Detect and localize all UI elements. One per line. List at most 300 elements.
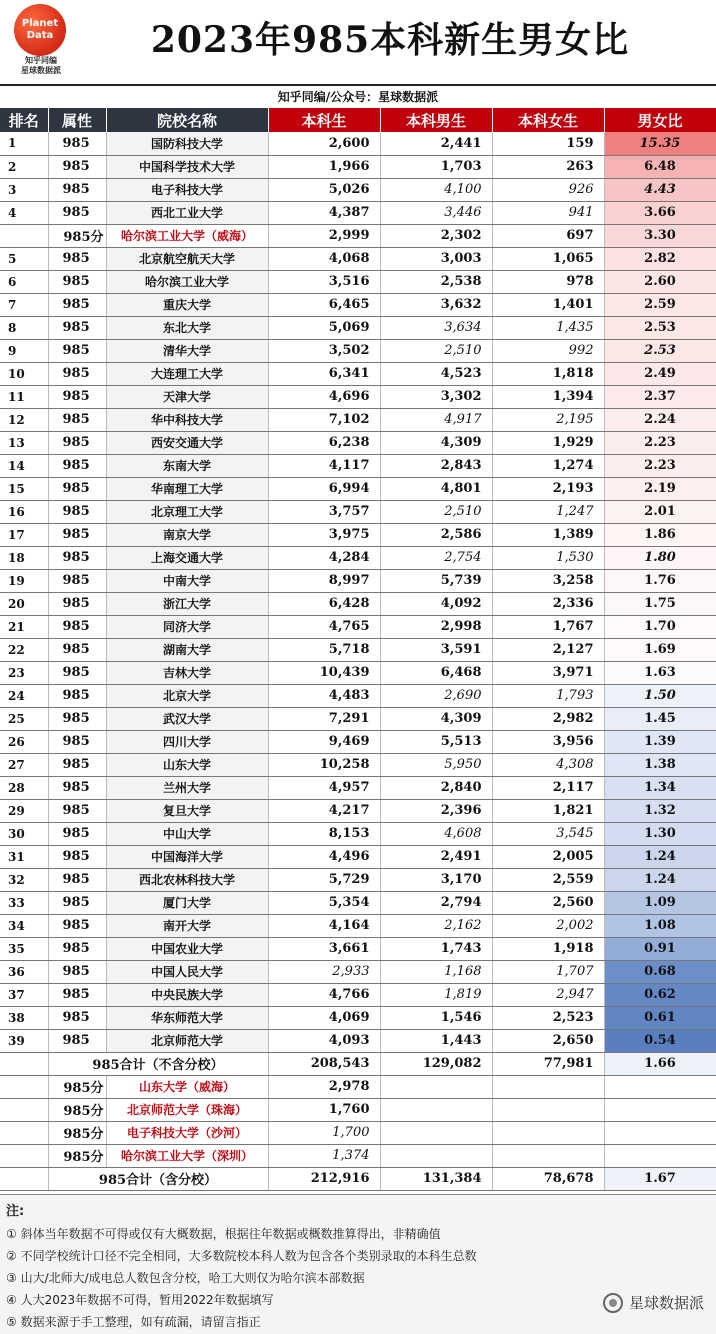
school-name-cell: 湖南大学 xyxy=(106,638,268,661)
ratio-cell: 2.60 xyxy=(604,270,716,293)
school-name-cell: 西北农林科技大学 xyxy=(106,868,268,891)
total-label: 985合计（不含分校） xyxy=(48,1052,268,1075)
female-cell: 1,821 xyxy=(492,799,604,822)
table-row xyxy=(0,454,716,477)
female-cell: 3,971 xyxy=(492,661,604,684)
school-name-cell: 天津大学 xyxy=(106,385,268,408)
table-header-row xyxy=(0,108,716,132)
male-cell: 1,443 xyxy=(380,1029,492,1052)
female-cell: 2,559 xyxy=(492,868,604,891)
school-name-cell: 北京航空航天大学 xyxy=(106,247,268,270)
attr-cell: 985 xyxy=(48,132,106,155)
school-name-cell: 复旦大学 xyxy=(106,799,268,822)
school-name-cell: 大连理工大学 xyxy=(106,362,268,385)
total-cell: 2,999 xyxy=(268,224,380,247)
female-cell: 1,065 xyxy=(492,247,604,270)
school-name-cell: 北京理工大学 xyxy=(106,500,268,523)
total-total-cell: 208,543 xyxy=(268,1052,380,1075)
rank-cell: 6 xyxy=(0,270,48,293)
ratio-cell: 1.50 xyxy=(604,684,716,707)
ratio-cell: 2.59 xyxy=(604,293,716,316)
attr-cell: 985 xyxy=(48,615,106,638)
table-row xyxy=(0,293,716,316)
rank-cell: 8 xyxy=(0,316,48,339)
female-cell: 3,258 xyxy=(492,569,604,592)
col-header-male: 本科男生 xyxy=(380,108,492,132)
female-cell: 2,523 xyxy=(492,1006,604,1029)
ratio-cell: 1.75 xyxy=(604,592,716,615)
school-name-cell: 中山大学 xyxy=(106,822,268,845)
school-name-cell: 同济大学 xyxy=(106,615,268,638)
male-cell: 3,003 xyxy=(380,247,492,270)
branch-row xyxy=(0,1075,716,1098)
female-cell: 1,818 xyxy=(492,362,604,385)
total-male-cell: 129,082 xyxy=(380,1052,492,1075)
female-cell: 1,247 xyxy=(492,500,604,523)
table-row xyxy=(0,546,716,569)
school-name-cell: 山东大学 xyxy=(106,753,268,776)
ratio-cell: 2.53 xyxy=(604,339,716,362)
school-name-cell: 重庆大学 xyxy=(106,293,268,316)
table-row xyxy=(0,362,716,385)
ratio-cell: 1.34 xyxy=(604,776,716,799)
ratio-cell: 0.54 xyxy=(604,1029,716,1052)
rank-cell: 23 xyxy=(0,661,48,684)
total-cell: 4,496 xyxy=(268,845,380,868)
school-name-cell: 电子科技大学（沙河） xyxy=(106,1121,268,1144)
rank-cell: 19 xyxy=(0,569,48,592)
ratio-cell: 4.43 xyxy=(604,178,716,201)
attr-cell: 985 xyxy=(48,523,106,546)
female-cell: 697 xyxy=(492,224,604,247)
rank-cell xyxy=(0,224,48,247)
attr-cell: 985 xyxy=(48,592,106,615)
male-cell: 2,302 xyxy=(380,224,492,247)
male-cell: 2,754 xyxy=(380,546,492,569)
notes-section xyxy=(0,1194,716,1334)
school-name-cell: 哈尔滨工业大学（深圳） xyxy=(106,1144,268,1167)
school-name-cell: 国防科技大学 xyxy=(106,132,268,155)
male-cell: 4,309 xyxy=(380,431,492,454)
female-cell: 1,929 xyxy=(492,431,604,454)
total-cell: 8,997 xyxy=(268,569,380,592)
ratio-cell: 1.76 xyxy=(604,569,716,592)
male-cell: 4,608 xyxy=(380,822,492,845)
col-header-attr: 属性 xyxy=(48,108,106,132)
attr-cell: 985 xyxy=(48,684,106,707)
female-cell: 1,394 xyxy=(492,385,604,408)
female-cell: 159 xyxy=(492,132,604,155)
total-cell: 4,483 xyxy=(268,684,380,707)
ratio-cell: 1.24 xyxy=(604,868,716,891)
female-cell xyxy=(492,1121,604,1144)
attr-cell: 985 xyxy=(48,960,106,983)
attr-cell: 985 xyxy=(48,247,106,270)
school-name-cell: 西安交通大学 xyxy=(106,431,268,454)
total-row xyxy=(0,1052,716,1075)
table-row xyxy=(0,638,716,661)
ratio-cell: 1.80 xyxy=(604,546,716,569)
table-row xyxy=(0,868,716,891)
ratio-cell: 1.08 xyxy=(604,914,716,937)
male-cell: 1,743 xyxy=(380,937,492,960)
logo-sub2: 星球数据派 xyxy=(21,66,61,75)
ratio-cell: 1.38 xyxy=(604,753,716,776)
ratio-cell: 1.30 xyxy=(604,822,716,845)
attr-cell: 985 xyxy=(48,569,106,592)
female-cell: 1,435 xyxy=(492,316,604,339)
female-cell: 992 xyxy=(492,339,604,362)
total-cell: 3,757 xyxy=(268,500,380,523)
school-name-cell: 清华大学 xyxy=(106,339,268,362)
male-cell: 5,950 xyxy=(380,753,492,776)
rank-cell: 21 xyxy=(0,615,48,638)
male-cell: 2,840 xyxy=(380,776,492,799)
rank-cell: 14 xyxy=(0,454,48,477)
watermark-text: 星球数据派 xyxy=(628,1294,704,1312)
attr-cell: 985 xyxy=(48,730,106,753)
rank-cell: 5 xyxy=(0,247,48,270)
male-cell: 2,396 xyxy=(380,799,492,822)
total-cell: 4,957 xyxy=(268,776,380,799)
attr-cell: 985 xyxy=(48,753,106,776)
total-cell: 7,291 xyxy=(268,707,380,730)
table-row xyxy=(0,1006,716,1029)
rank-cell: 32 xyxy=(0,868,48,891)
attr-cell: 985分 xyxy=(48,224,106,247)
ratio-cell: 1.45 xyxy=(604,707,716,730)
attr-cell: 985分 xyxy=(48,1121,106,1144)
school-name-cell: 北京师范大学（珠海） xyxy=(106,1098,268,1121)
table-row xyxy=(0,707,716,730)
total-cell: 3,975 xyxy=(268,523,380,546)
school-name-cell: 兰州大学 xyxy=(106,776,268,799)
ratio-table xyxy=(0,108,716,1191)
table-row xyxy=(0,569,716,592)
male-cell: 3,591 xyxy=(380,638,492,661)
ratio-cell: 3.66 xyxy=(604,201,716,224)
total-cell: 6,994 xyxy=(268,477,380,500)
ratio-cell: 1.69 xyxy=(604,638,716,661)
table-body xyxy=(0,132,716,1190)
rank-cell: 26 xyxy=(0,730,48,753)
female-cell: 3,545 xyxy=(492,822,604,845)
table-row xyxy=(0,339,716,362)
table-row xyxy=(0,845,716,868)
table-row xyxy=(0,684,716,707)
ratio-cell: 0.61 xyxy=(604,1006,716,1029)
col-header-total: 本科生 xyxy=(268,108,380,132)
attr-cell: 985 xyxy=(48,776,106,799)
rank-cell: 15 xyxy=(0,477,48,500)
attr-cell: 985 xyxy=(48,500,106,523)
female-cell: 1,274 xyxy=(492,454,604,477)
female-cell: 2,947 xyxy=(492,983,604,1006)
attr-cell: 985 xyxy=(48,454,106,477)
ratio-cell: 1.70 xyxy=(604,615,716,638)
ratio-cell: 1.63 xyxy=(604,661,716,684)
school-name-cell: 武汉大学 xyxy=(106,707,268,730)
rank-cell xyxy=(0,1121,48,1144)
male-cell: 5,739 xyxy=(380,569,492,592)
ratio-cell: 2.01 xyxy=(604,500,716,523)
attr-cell: 985 xyxy=(48,546,106,569)
school-name-cell: 浙江大学 xyxy=(106,592,268,615)
school-name-cell: 上海交通大学 xyxy=(106,546,268,569)
female-cell: 2,650 xyxy=(492,1029,604,1052)
female-cell: 2,117 xyxy=(492,776,604,799)
rank-cell: 25 xyxy=(0,707,48,730)
ratio-cell: 1.86 xyxy=(604,523,716,546)
wechat-icon xyxy=(603,1293,623,1313)
note-item: ④ 人大2023年数据不可得，暂用2022年数据填写 xyxy=(6,1293,274,1307)
table-row xyxy=(0,201,716,224)
total-cell: 6,341 xyxy=(268,362,380,385)
total-cell: 2,600 xyxy=(268,132,380,155)
table-row xyxy=(0,155,716,178)
table-row xyxy=(0,983,716,1006)
female-cell: 978 xyxy=(492,270,604,293)
ratio-cell xyxy=(604,1144,716,1167)
total-cell: 3,502 xyxy=(268,339,380,362)
male-cell: 2,586 xyxy=(380,523,492,546)
total-cell: 4,068 xyxy=(268,247,380,270)
ratio-cell: 2.23 xyxy=(604,454,716,477)
table-row xyxy=(0,477,716,500)
table-row xyxy=(0,891,716,914)
table-row xyxy=(0,408,716,431)
school-name-cell: 华中科技大学 xyxy=(106,408,268,431)
school-name-cell: 北京师范大学 xyxy=(106,1029,268,1052)
attr-cell: 985 xyxy=(48,155,106,178)
note-item: ⑤ 数据来源于手工整理，如有疏漏，请留言指正 xyxy=(6,1315,261,1329)
attr-cell: 985 xyxy=(48,385,106,408)
male-cell: 3,634 xyxy=(380,316,492,339)
rank-cell: 3 xyxy=(0,178,48,201)
female-cell: 1,918 xyxy=(492,937,604,960)
total-cell: 1,374 xyxy=(268,1144,380,1167)
rank-cell: 9 xyxy=(0,339,48,362)
female-cell: 1,707 xyxy=(492,960,604,983)
total-cell: 9,469 xyxy=(268,730,380,753)
ratio-cell: 2.24 xyxy=(604,408,716,431)
female-cell: 1,530 xyxy=(492,546,604,569)
attr-cell: 985 xyxy=(48,270,106,293)
rank-cell: 13 xyxy=(0,431,48,454)
total-cell: 4,117 xyxy=(268,454,380,477)
female-cell xyxy=(492,1144,604,1167)
ratio-cell: 2.23 xyxy=(604,431,716,454)
female-cell: 2,127 xyxy=(492,638,604,661)
col-header-name: 院校名称 xyxy=(106,108,268,132)
school-name-cell: 哈尔滨工业大学（威海） xyxy=(106,224,268,247)
total-cell: 5,354 xyxy=(268,891,380,914)
total-cell: 6,238 xyxy=(268,431,380,454)
school-name-cell: 南京大学 xyxy=(106,523,268,546)
attr-cell: 985 xyxy=(48,408,106,431)
ratio-cell: 2.82 xyxy=(604,247,716,270)
logo-line1: Planet xyxy=(21,18,59,29)
ratio-cell: 2.19 xyxy=(604,477,716,500)
male-cell: 3,632 xyxy=(380,293,492,316)
table-row xyxy=(0,730,716,753)
rank-cell xyxy=(0,1075,48,1098)
table-row xyxy=(0,385,716,408)
attr-cell: 985 xyxy=(48,661,106,684)
note-item: ① 斜体当年数据不可得或仅有大概数据，根据往年数据或概数推算得出，非精确值 xyxy=(6,1227,441,1241)
rank-cell: 22 xyxy=(0,638,48,661)
rank-cell: 2 xyxy=(0,155,48,178)
rank-cell: 7 xyxy=(0,293,48,316)
attr-cell: 985 xyxy=(48,983,106,1006)
note-item: ② 不同学校统计口径不完全相同，大多数院校本科人数为包含各个类别录取的本科生总数 xyxy=(6,1249,477,1263)
male-cell: 2,538 xyxy=(380,270,492,293)
male-cell: 2,794 xyxy=(380,891,492,914)
school-name-cell: 北京大学 xyxy=(106,684,268,707)
school-name-cell: 山东大学（威海） xyxy=(106,1075,268,1098)
total-cell: 4,164 xyxy=(268,914,380,937)
total-total-cell: 212,916 xyxy=(268,1167,380,1190)
school-name-cell: 中南大学 xyxy=(106,569,268,592)
ratio-cell xyxy=(604,1075,716,1098)
total-cell: 4,217 xyxy=(268,799,380,822)
male-cell: 4,092 xyxy=(380,592,492,615)
ratio-cell: 0.62 xyxy=(604,983,716,1006)
female-cell: 1,401 xyxy=(492,293,604,316)
page-title: 2023年985本科新生男女比 xyxy=(150,19,630,61)
male-cell: 1,819 xyxy=(380,983,492,1006)
rank-cell: 35 xyxy=(0,937,48,960)
branch-row xyxy=(0,1144,716,1167)
school-name-cell: 吉林大学 xyxy=(106,661,268,684)
logo-line2: Data xyxy=(26,30,54,41)
total-cell: 5,069 xyxy=(268,316,380,339)
male-cell: 2,510 xyxy=(380,500,492,523)
male-cell: 3,302 xyxy=(380,385,492,408)
total-cell: 5,729 xyxy=(268,868,380,891)
male-cell: 2,491 xyxy=(380,845,492,868)
school-name-cell: 东北大学 xyxy=(106,316,268,339)
table-row xyxy=(0,615,716,638)
total-female-cell: 77,981 xyxy=(492,1052,604,1075)
logo-subtitle xyxy=(6,56,76,76)
female-cell: 2,002 xyxy=(492,914,604,937)
male-cell: 5,513 xyxy=(380,730,492,753)
male-cell: 4,523 xyxy=(380,362,492,385)
attr-cell: 985 xyxy=(48,316,106,339)
rank-cell: 17 xyxy=(0,523,48,546)
total-cell: 1,966 xyxy=(268,155,380,178)
total-cell: 6,428 xyxy=(268,592,380,615)
subtitle-bar: 知乎同编/公众号：星球数据派 xyxy=(0,84,716,108)
attr-cell: 985 xyxy=(48,822,106,845)
male-cell: 3,170 xyxy=(380,868,492,891)
total-cell: 10,258 xyxy=(268,753,380,776)
total-cell: 5,026 xyxy=(268,178,380,201)
notes-title: 注: xyxy=(6,1204,25,1219)
school-name-cell: 厦门大学 xyxy=(106,891,268,914)
branch-row xyxy=(0,1121,716,1144)
total-cell: 1,700 xyxy=(268,1121,380,1144)
col-header-ratio: 男女比 xyxy=(604,108,716,132)
male-cell: 1,168 xyxy=(380,960,492,983)
rank-cell: 30 xyxy=(0,822,48,845)
attr-cell: 985 xyxy=(48,477,106,500)
total-female-cell: 78,678 xyxy=(492,1167,604,1190)
female-cell: 2,560 xyxy=(492,891,604,914)
school-name-cell: 中国人民大学 xyxy=(106,960,268,983)
table-row xyxy=(0,178,716,201)
school-name-cell: 西北工业大学 xyxy=(106,201,268,224)
female-cell: 2,193 xyxy=(492,477,604,500)
rank-cell: 36 xyxy=(0,960,48,983)
table-row xyxy=(0,753,716,776)
attr-cell: 985 xyxy=(48,868,106,891)
total-cell: 4,069 xyxy=(268,1006,380,1029)
school-name-cell: 四川大学 xyxy=(106,730,268,753)
school-name-cell: 哈尔滨工业大学 xyxy=(106,270,268,293)
rank-cell: 34 xyxy=(0,914,48,937)
total-label: 985合计（含分校） xyxy=(48,1167,268,1190)
school-name-cell: 中国海洋大学 xyxy=(106,845,268,868)
total-cell: 4,284 xyxy=(268,546,380,569)
ratio-cell: 2.53 xyxy=(604,316,716,339)
table-row xyxy=(0,592,716,615)
ratio-cell: 6.48 xyxy=(604,155,716,178)
attr-cell: 985 xyxy=(48,178,106,201)
table-row xyxy=(0,224,716,247)
female-cell: 2,195 xyxy=(492,408,604,431)
female-cell: 2,336 xyxy=(492,592,604,615)
ratio-cell xyxy=(604,1121,716,1144)
attr-cell: 985 xyxy=(48,937,106,960)
total-spacer xyxy=(0,1052,48,1075)
header xyxy=(0,0,716,84)
table-row xyxy=(0,500,716,523)
table-row xyxy=(0,776,716,799)
table-row xyxy=(0,937,716,960)
male-cell: 1,546 xyxy=(380,1006,492,1029)
rank-cell: 1 xyxy=(0,132,48,155)
ratio-cell xyxy=(604,1098,716,1121)
rank-cell: 31 xyxy=(0,845,48,868)
rank-cell: 12 xyxy=(0,408,48,431)
total-cell: 6,465 xyxy=(268,293,380,316)
planet-data-logo xyxy=(14,4,66,56)
female-cell: 2,005 xyxy=(492,845,604,868)
logo-sub1: 知乎同编 xyxy=(25,56,57,65)
total-cell: 8,153 xyxy=(268,822,380,845)
female-cell xyxy=(492,1075,604,1098)
rank-cell: 27 xyxy=(0,753,48,776)
male-cell: 2,998 xyxy=(380,615,492,638)
table-row xyxy=(0,270,716,293)
female-cell xyxy=(492,1098,604,1121)
total-cell: 1,760 xyxy=(268,1098,380,1121)
table-row xyxy=(0,247,716,270)
branch-row xyxy=(0,1098,716,1121)
rank-cell: 20 xyxy=(0,592,48,615)
female-cell: 2,982 xyxy=(492,707,604,730)
total-cell: 3,661 xyxy=(268,937,380,960)
total-cell: 4,765 xyxy=(268,615,380,638)
ratio-cell: 3.30 xyxy=(604,224,716,247)
attr-cell: 985 xyxy=(48,891,106,914)
rank-cell: 38 xyxy=(0,1006,48,1029)
ratio-cell: 0.68 xyxy=(604,960,716,983)
watermark xyxy=(603,1292,704,1314)
table-row xyxy=(0,431,716,454)
